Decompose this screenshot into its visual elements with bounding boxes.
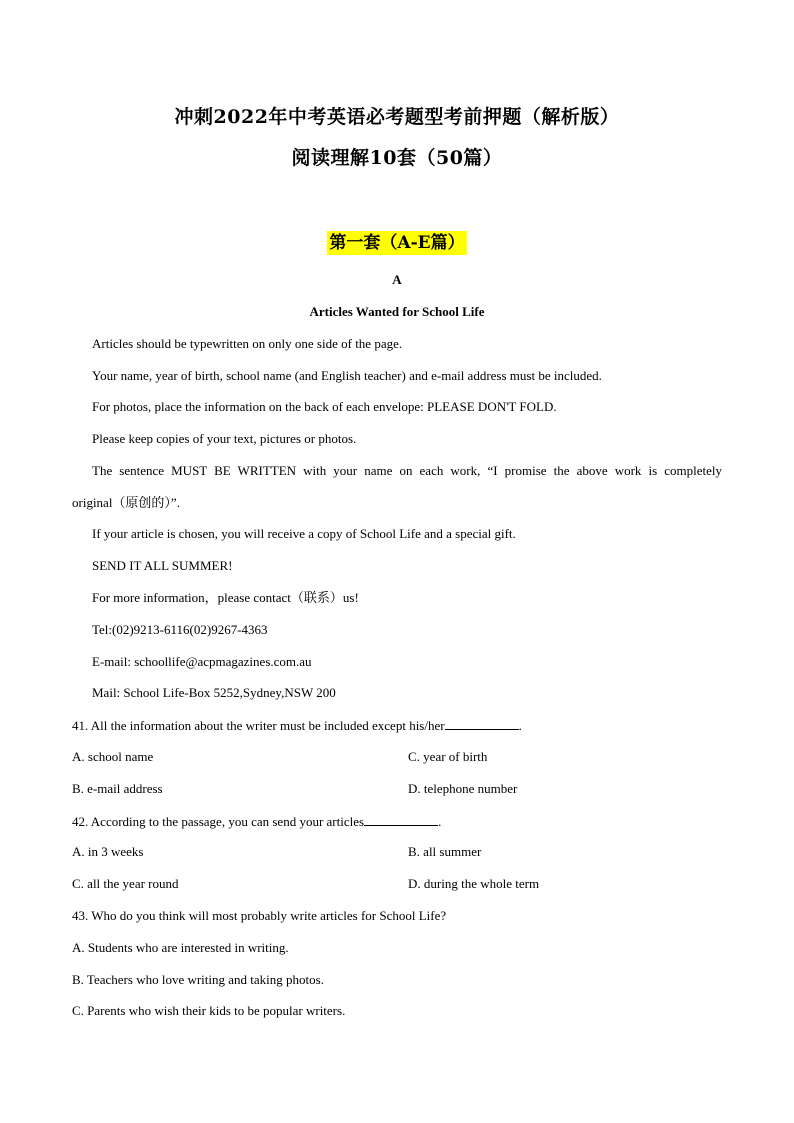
passage-line: Tel:(02)9213-6116(02)9267-4363 xyxy=(92,622,268,637)
passage-line: original（原创的）”. xyxy=(72,495,180,510)
passage-line: Mail: School Life-Box 5252,Sydney,NSW 200 xyxy=(92,685,336,700)
passage-line: E-mail: schoollife@acpmagazines.com.au xyxy=(92,654,312,669)
question-41 xyxy=(72,716,522,735)
option: C. Parents who wish their kids to be popular writers. xyxy=(72,1003,346,1018)
question-stem: 41. All the information about the writer must be included except his/her xyxy=(72,718,445,733)
set-heading-highlighted: 第一套（A-E篇） xyxy=(329,233,465,253)
document-subtitle: 阅读理解10套（50篇） xyxy=(291,147,503,169)
option: C. all the year round xyxy=(72,876,179,891)
option: B. all summer xyxy=(408,844,482,859)
option: C. year of birth xyxy=(408,749,488,764)
option: B. e-mail address xyxy=(72,781,163,796)
question-43: 43. Who do you think will most probably write articles for School Life? xyxy=(72,908,447,923)
document-title: 冲刺2022年中考英语必考题型考前押题（解析版） xyxy=(174,106,620,128)
question-end: . xyxy=(438,814,442,829)
question-end: . xyxy=(518,718,522,733)
passage-line: Please keep copies of your text, pictures or photos. xyxy=(92,431,357,446)
answer-blank xyxy=(445,716,519,730)
option: D. during the whole term xyxy=(408,876,540,891)
option: A. school name xyxy=(72,749,154,764)
answer-blank xyxy=(364,812,438,826)
passage-line: For more information，please contact（联系）us! xyxy=(92,590,359,605)
question-stem: 42. According to the passage, you can send your articles xyxy=(72,814,365,829)
passage-line: If your article is chosen, you will receive a copy of School Life and a special gift. xyxy=(92,526,516,541)
option: A. in 3 weeks xyxy=(72,844,144,859)
passage-line: SEND IT ALL SUMMER! xyxy=(92,558,233,573)
option: B. Teachers who love writing and taking photos. xyxy=(72,972,324,987)
passage-line: The sentence MUST BE WRITTEN with your name on each work, “I promise the above work is completely xyxy=(92,463,722,478)
option: A. Students who are interested in writing. xyxy=(72,940,289,955)
option: D. telephone number xyxy=(408,781,518,796)
passage-line: Your name, year of birth, school name (and English teacher) and e-mail address must be included. xyxy=(92,368,602,383)
passage-line: For photos, place the information on the back of each envelope: PLEASE DON'T FOLD. xyxy=(92,399,557,414)
passage-letter: A xyxy=(392,272,402,287)
question-42 xyxy=(72,812,441,831)
passage-line: Articles should be typewritten on only one side of the page. xyxy=(92,336,403,351)
passage-title: Articles Wanted for School Life xyxy=(309,304,485,319)
set-heading-row xyxy=(0,231,794,255)
